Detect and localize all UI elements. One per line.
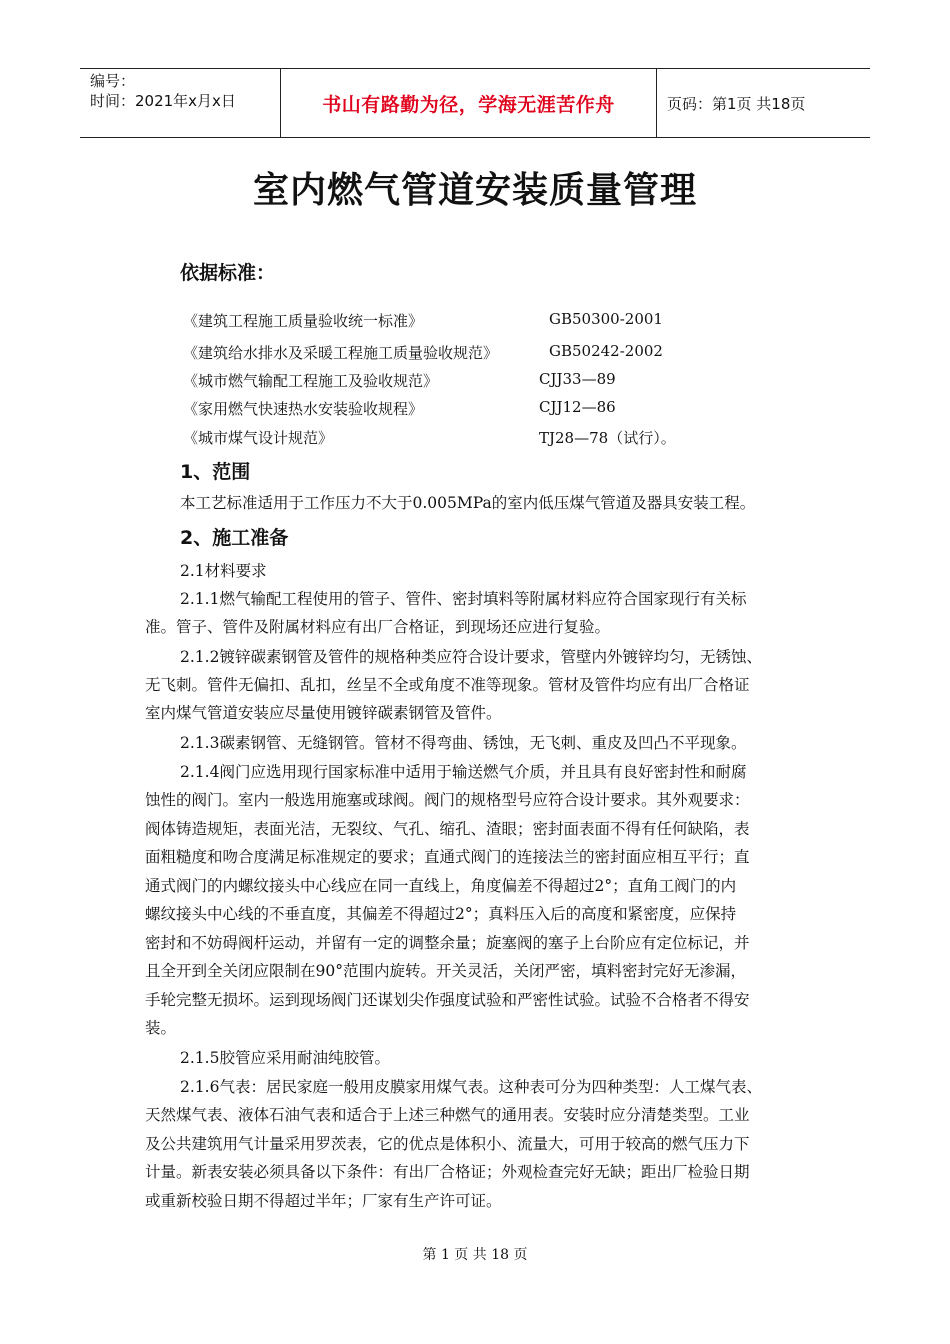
standard-name: 《建筑工程施工质量验收统一标准》: [183, 312, 424, 330]
section-heading-preparation: 2、施工准备: [180, 527, 289, 549]
standard-code: CJJ12—86: [539, 398, 616, 416]
body-line: 2.1.1燃气输配工程使用的管子、管件、密封填料等附属材料应符合国家现行有关标: [180, 590, 747, 608]
header-meta: [80, 69, 281, 137]
page-footer: 第 1 页 共 18 页: [422, 1247, 528, 1263]
header-page-info-cell: [657, 69, 870, 137]
body-line: 手轮完整无损坏。运到现场阀门还谋划尖作强度试验和严密性试验。试验不合格者不得安: [145, 991, 750, 1009]
body-line: 螺纹接头中心线的不垂直度，其偏差不得超过2°；真料压入后的高度和紧密度，应保持: [145, 905, 737, 923]
body-line: 密封和不妨碍阀杆运动，并留有一定的调整余量；旋塞阀的塞子上台阶应有定位标记，并: [145, 934, 750, 952]
document-title: 室内燃气管道安装质量管理: [252, 170, 697, 211]
scope-text: 本工艺标准适用于工作压力不大于0.005MPa的室内低压煤气管道及器具安装工程。: [180, 494, 756, 512]
body-line: 及公共建筑用气计量采用罗茨表，它的优点是体积小、流量大，可用于较高的燃气压力下: [145, 1135, 750, 1153]
standard-item: [183, 310, 663, 331]
header-motto-cell: [281, 69, 657, 137]
body-line: 准。管子、管件及附属材料应有出厂合格证，到现场还应进行复验。: [145, 618, 611, 636]
body-line: 面粗糙度和吻合度满足标准规定的要求；直通式阀门的连接法兰的密封面应相互平行；直: [145, 848, 750, 866]
body-line: 且全开到全关闭应限制在90°范围内旋转。开关灵活，关闭严密，填料密封完好无渗漏，: [145, 962, 746, 980]
body-line: 通式阀门的内螺纹接头中心线应在同一直线上，角度偏差不得超过2°；直角工阀门的内: [145, 877, 737, 895]
body-line: 室内煤气管道安装应尽量使用镀锌碳素钢管及管件。: [145, 704, 502, 722]
standard-code: GB50300-2001: [549, 310, 663, 328]
body-line: 天然煤气表、液体石油气表和适合于上述三种燃气的通用表。安装时应分清楚类型。工业: [145, 1106, 750, 1124]
body-line: 2.1.4阀门应选用现行国家标准中适用于输送燃气介质，并且具有良好密封性和耐腐: [180, 763, 747, 781]
basis-heading: 依据标准：: [180, 262, 276, 284]
standard-code: GB50242-2002: [549, 342, 663, 360]
body-line: 或重新校验日期不得超过半年；厂家有生产许可证。: [145, 1192, 502, 1210]
body-line: 2.1.2镀锌碳素钢管及管件的规格种类应符合设计要求，管壁内外镀锌均匀，无锈蚀、: [180, 648, 762, 666]
standard-item: [183, 427, 676, 448]
standard-code: TJ28—78（试行）。: [539, 429, 676, 447]
standard-code: CJJ33—89: [539, 370, 616, 388]
time-label: 时间：2021年x月x日: [90, 92, 236, 110]
section-heading-scope: 1、范围: [180, 461, 251, 483]
header-page-info: 页码：第1页 共18页: [667, 94, 806, 113]
standard-item: [183, 398, 616, 419]
standard-name: 《城市煤气设计规范》: [183, 429, 334, 447]
body-line: 蚀性的阀门。室内一般选用施塞或球阀。阀门的规格型号应符合设计要求。其外观要求：: [145, 791, 750, 809]
body-line: 2.1.3碳素钢管、无缝钢管。管材不得弯曲、锈蚀，无飞刺、重皮及凹凸不平现象。: [180, 734, 747, 752]
header-motto: 书山有路勤为径，学海无涯苦作舟: [322, 93, 615, 116]
standard-name: 《城市燃气输配工程施工及验收规范》: [183, 372, 439, 390]
body-line: 2.1材料要求: [180, 562, 267, 580]
body-line: 2.1.6气表：居民家庭一般用皮膜家用煤气表。这种表可分为四种类型：人工煤气表、: [180, 1078, 762, 1096]
number-label: 编号：: [90, 72, 136, 90]
body-line: 阀体铸造规矩，表面光洁，无裂纹、气孔、缩孔、渣眼；密封面表面不得有任何缺陷，表: [145, 820, 750, 838]
body-line: 2.1.5胶管应采用耐油纯胶管。: [180, 1049, 390, 1067]
body-line: 无飞刺。管件无偏扣、乱扣，丝呈不全或角度不准等现象。管材及管件均应有出厂合格证: [145, 676, 750, 694]
standard-name: 《建筑给水排水及采暖工程施工质量验收规范》: [183, 344, 499, 362]
standard-item: [183, 370, 616, 391]
body-line: 计量。新表安装必须具备以下条件：有出厂合格证；外观检查完好无缺；距出厂检验日期: [145, 1163, 750, 1181]
page-header: [80, 68, 870, 138]
standard-name: 《家用燃气快速热水安装验收规程》: [183, 400, 424, 418]
standard-item: [183, 342, 663, 363]
body-line: 装。: [145, 1019, 177, 1037]
